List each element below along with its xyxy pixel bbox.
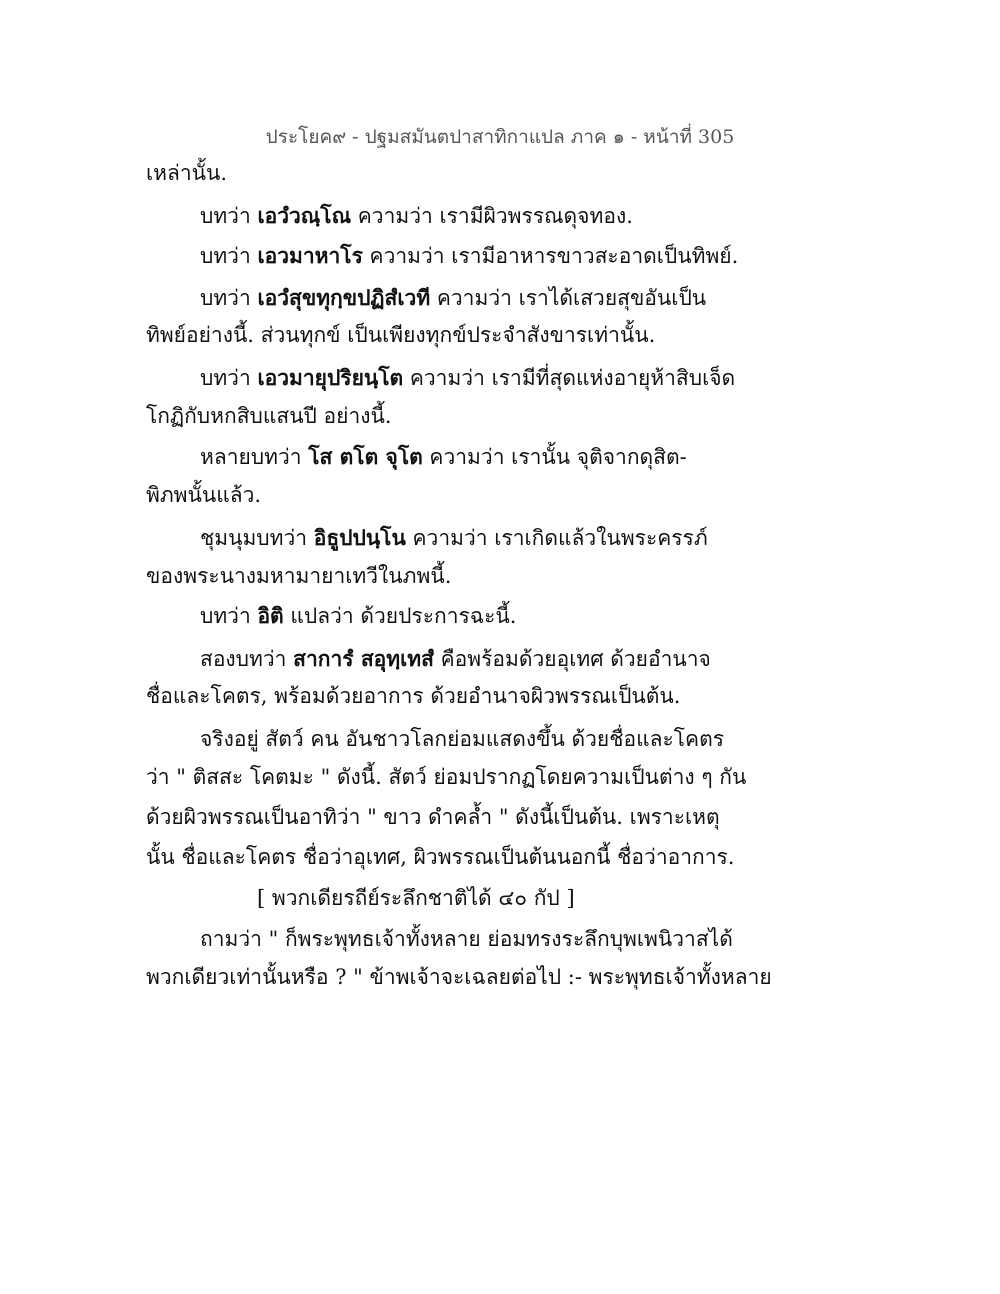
text-segment: ชุมนุมบทว่า — [200, 526, 314, 550]
text-line — [200, 283, 706, 313]
text-segment: [ พวกเดียรถีย์ระลึกชาติได้ ๔๐ กัป ] — [257, 886, 575, 910]
text-segment: ความว่า เรามีอาหารขาวสะอาดเป็นทิพย์. — [362, 244, 739, 268]
page-header: ประโยค๙ - ปฐมสมันตปาสาทิกาแปล ภาค ๑ - หน้าที่ 305 — [265, 126, 735, 148]
pali-term: เอวมายุปริยนฺโต — [257, 365, 404, 390]
text-segment: บทว่า — [200, 204, 258, 228]
text-line — [200, 644, 711, 674]
text-segment: สองบทว่า — [200, 647, 294, 671]
text-segment: ความว่า เรามีผิวพรรณดุจทอง. — [351, 204, 633, 228]
text-segment: ความว่า เรามีที่สุดแห่งอายุห้าสิบเจ็ด — [403, 366, 736, 390]
text-segment: แปลว่า ด้วยประการฉะนี้. — [283, 604, 517, 628]
text-line — [146, 158, 227, 188]
text-line — [146, 842, 734, 872]
text-line — [146, 762, 746, 792]
text-line — [146, 802, 720, 832]
text-line — [146, 681, 680, 711]
pali-term: เอวมาหาโร — [257, 243, 363, 268]
text-segment: บทว่า — [200, 244, 258, 268]
pali-term: สาการํ สอุทฺเทสํ — [293, 646, 434, 671]
text-line — [146, 962, 772, 992]
text-line — [200, 523, 708, 553]
text-line — [200, 442, 687, 472]
text-segment: คือพร้อมด้วยอุเทศ ด้วยอำนาจ — [433, 647, 711, 671]
text-segment: บทว่า — [200, 604, 258, 628]
pali-term: เอวํสุขทุกฺขปฏิสํเวที — [257, 285, 431, 310]
text-segment: จริงอยู่ สัตว์ คน อันชาวโลกย่อมแสดงขึ้น ด้วยชื่อและโคตร — [200, 727, 725, 751]
section-heading — [257, 883, 575, 913]
text-segment: ของพระนางมหามายาเทวีในภพนี้. — [146, 564, 452, 588]
text-segment: เหล่านั้น. — [146, 161, 228, 185]
text-segment: บทว่า — [200, 366, 258, 390]
pali-term: เอวํวณฺโณ — [257, 203, 352, 228]
text-segment: พวกเดียวเท่านั้นหรือ ? " ข้าพเจ้าจะเฉลยต่อไป :- พระพุทธเจ้าทั้งหลาย — [146, 965, 772, 989]
text-segment: ความว่า เราได้เสวยสุขอันเป็น — [430, 286, 707, 310]
text-segment: นั้น ชื่อและโคตร ชื่อว่าอุเทศ, ผิวพรรณเป็นต้นนอกนี้ ชื่อว่าอาการ. — [146, 845, 735, 869]
text-line — [146, 401, 392, 431]
text-line — [146, 561, 451, 591]
text-segment: ถามว่า " ก็พระพุทธเจ้าทั้งหลาย ย่อมทรงระลึกบุพเพนิวาสได้ — [200, 927, 733, 951]
text-segment: ความว่า เรานั้น จุติจากดุสิต- — [422, 445, 687, 469]
text-segment: บทว่า — [200, 286, 258, 310]
text-line — [200, 201, 633, 231]
text-line — [200, 601, 516, 631]
text-line — [200, 363, 735, 393]
text-segment: พิภพนั้นแล้ว. — [146, 483, 262, 507]
pali-term: อิธูปปนฺโน — [313, 525, 406, 550]
text-line — [200, 241, 738, 271]
text-segment: ชื่อและโคตร, พร้อมด้วยอาการ ด้วยอำนาจผิวพรรณเป็นต้น. — [146, 684, 681, 708]
text-segment: ว่า " ติสสะ โคตมะ " ดังนี้. สัตว์ ย่อมปรากฏโดยความเป็นต่าง ๆ กัน — [146, 765, 747, 789]
text-line — [146, 480, 261, 510]
text-segment: ทิพย์อย่างนี้. ส่วนทุกข์ เป็นเพียงทุกข์ประจำสังขารเท่านั้น. — [146, 323, 656, 347]
text-segment: โกฏิกับหกสิบแสนปี อย่างนี้. — [146, 404, 392, 428]
text-segment: หลายบทว่า — [200, 445, 309, 469]
text-line — [200, 924, 733, 954]
text-line — [146, 320, 655, 350]
text-line — [200, 724, 724, 754]
pali-term: อิติ — [257, 603, 284, 628]
text-segment: ด้วยผิวพรรณเป็นอาทิว่า " ขาว ดำคล้ำ " ดังนี้เป็นต้น. เพราะเหตุ — [146, 805, 720, 829]
text-segment: ความว่า เราเกิดแล้วในพระครรภ์ — [405, 526, 708, 550]
pali-term: โส ตโต จุโต — [308, 444, 423, 469]
